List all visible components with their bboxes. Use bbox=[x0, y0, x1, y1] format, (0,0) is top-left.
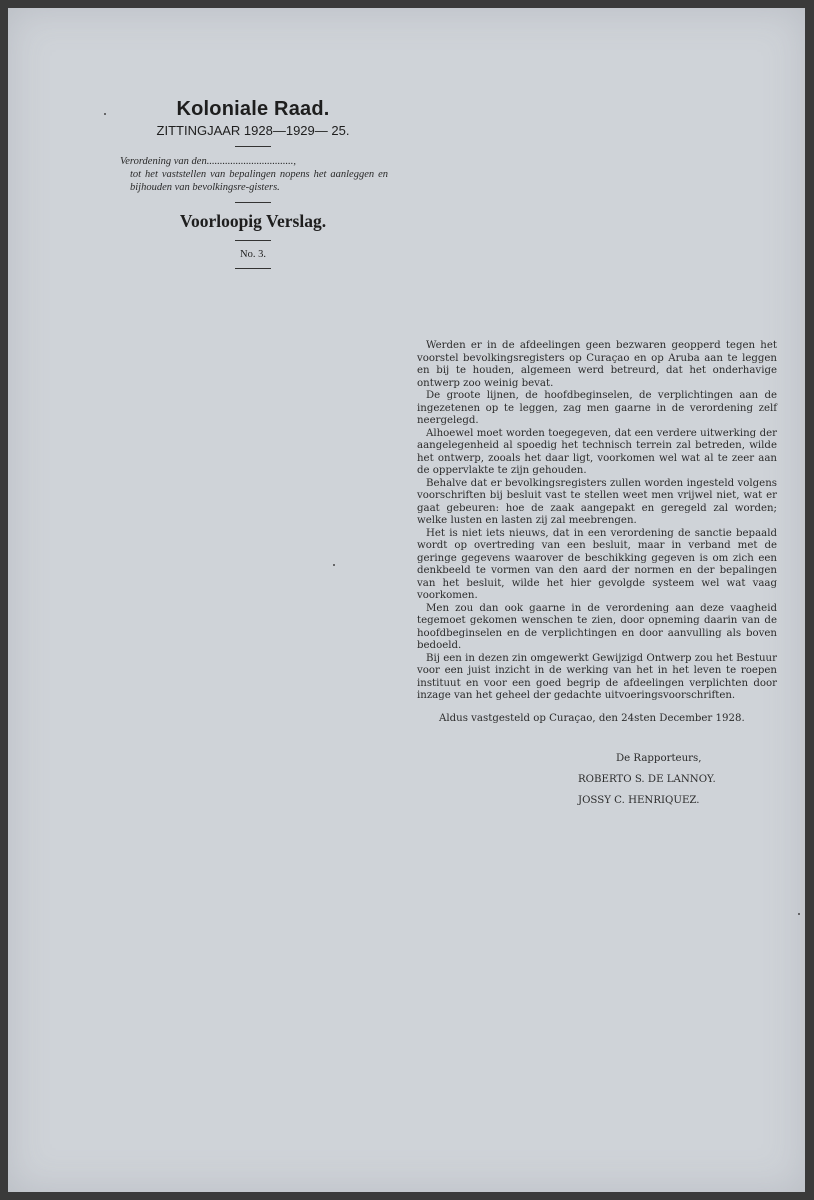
ordinance-description bbox=[118, 155, 388, 194]
council-title: Koloniale Raad. bbox=[176, 98, 330, 120]
signature-block bbox=[578, 748, 716, 811]
rapporteurs-heading: De Rapporteurs, bbox=[616, 753, 702, 764]
paragraph: Bij een in dezen zin omgewerkt Gewijzigd Ontwerp zou het Bestuur voor een juist inzicht in de werking van het in het leven te roepen instituut en voor een goed begrip de afdeelingen verplichten door inzage van het geheel der gedachte uitvoeringsvoorschriften. bbox=[417, 652, 777, 701]
paper-speck bbox=[104, 113, 106, 115]
report-number: No. 3. bbox=[240, 249, 266, 260]
divider bbox=[235, 240, 271, 241]
paragraph: Men zou dan ook gaarne in de verordening aan deze vaagheid tegemoet gekomen wenschen te zien, door opneming daarin van de hoofdbeginselen en de verplichtingen en door aanvulling als boven bedoeld. bbox=[417, 602, 777, 651]
paragraph: Werden er in de afdeelingen geen bezwaren geopperd tegen het voorstel bevolkingsregisters op Curaçao en op Aruba aan te leggen en bij te houden, algemeen werd betreurd, dat het onderhavige ontwerp zoo weinig bevat. bbox=[417, 340, 777, 389]
divider bbox=[235, 202, 271, 203]
divider bbox=[235, 268, 271, 269]
ordinance-line-1: Verordening van den................................., bbox=[120, 156, 296, 167]
paragraph: Het is niet iets nieuws, dat in een verordening de sanctie bepaald wordt op overtreding van een besluit, maar in verband met de geringe gegevens waarover de beschikking gegeven is om zich een denkbeeld te vormen van den aard der normen en der bepalingen van het besluit, wilde het hier gevolgde systeem wel wat vaag voorkomen. bbox=[417, 527, 777, 601]
session-year: ZITTINGJAAR 1928—1929— 25. bbox=[156, 123, 350, 138]
divider bbox=[235, 146, 271, 147]
document-header bbox=[118, 98, 388, 277]
document-page bbox=[8, 8, 805, 1192]
paragraph: Alhoewel moet worden toegegeven, dat een verdere uitwerking der aangelegenheid al spoedig het technisch terrein zal betreden, wilde het ontwerp, zooals het daar ligt, voorkomen wel wat al te zeer aan de oppervlakte te zijn gehouden. bbox=[417, 427, 777, 476]
report-title: Voorloopig Verslag. bbox=[179, 211, 327, 231]
ordinance-line-2: tot het vaststellen van bepalingen nopens het aanleggen en bijhouden van bevolkingsre-gisters. bbox=[130, 169, 388, 193]
closing-statement: Aldus vastgesteld op Curaçao, den 24sten December 1928. bbox=[439, 712, 745, 724]
signer-name: ROBERTO S. DE LANNOY. bbox=[578, 774, 716, 785]
paragraph: Behalve dat er bevolkingsregisters zullen worden ingesteld volgens voorschriften bij besluit vast te stellen weet men vrijwel niet, wat er gaat gebeuren: hoe de zaak aangepakt en geregeld zal worden; welke lusten en lasten zij zal meebrengen. bbox=[417, 477, 777, 526]
signer-name: JOSSY C. HENRIQUEZ. bbox=[578, 795, 700, 806]
paper-speck bbox=[798, 913, 800, 915]
paragraph: De groote lijnen, de hoofdbeginselen, de verplichtingen aan de ingezetenen op te leggen, zag men gaarne in de verordening zelf neergelegd. bbox=[417, 390, 777, 426]
paper-speck bbox=[333, 564, 335, 566]
report-body bbox=[417, 340, 777, 725]
